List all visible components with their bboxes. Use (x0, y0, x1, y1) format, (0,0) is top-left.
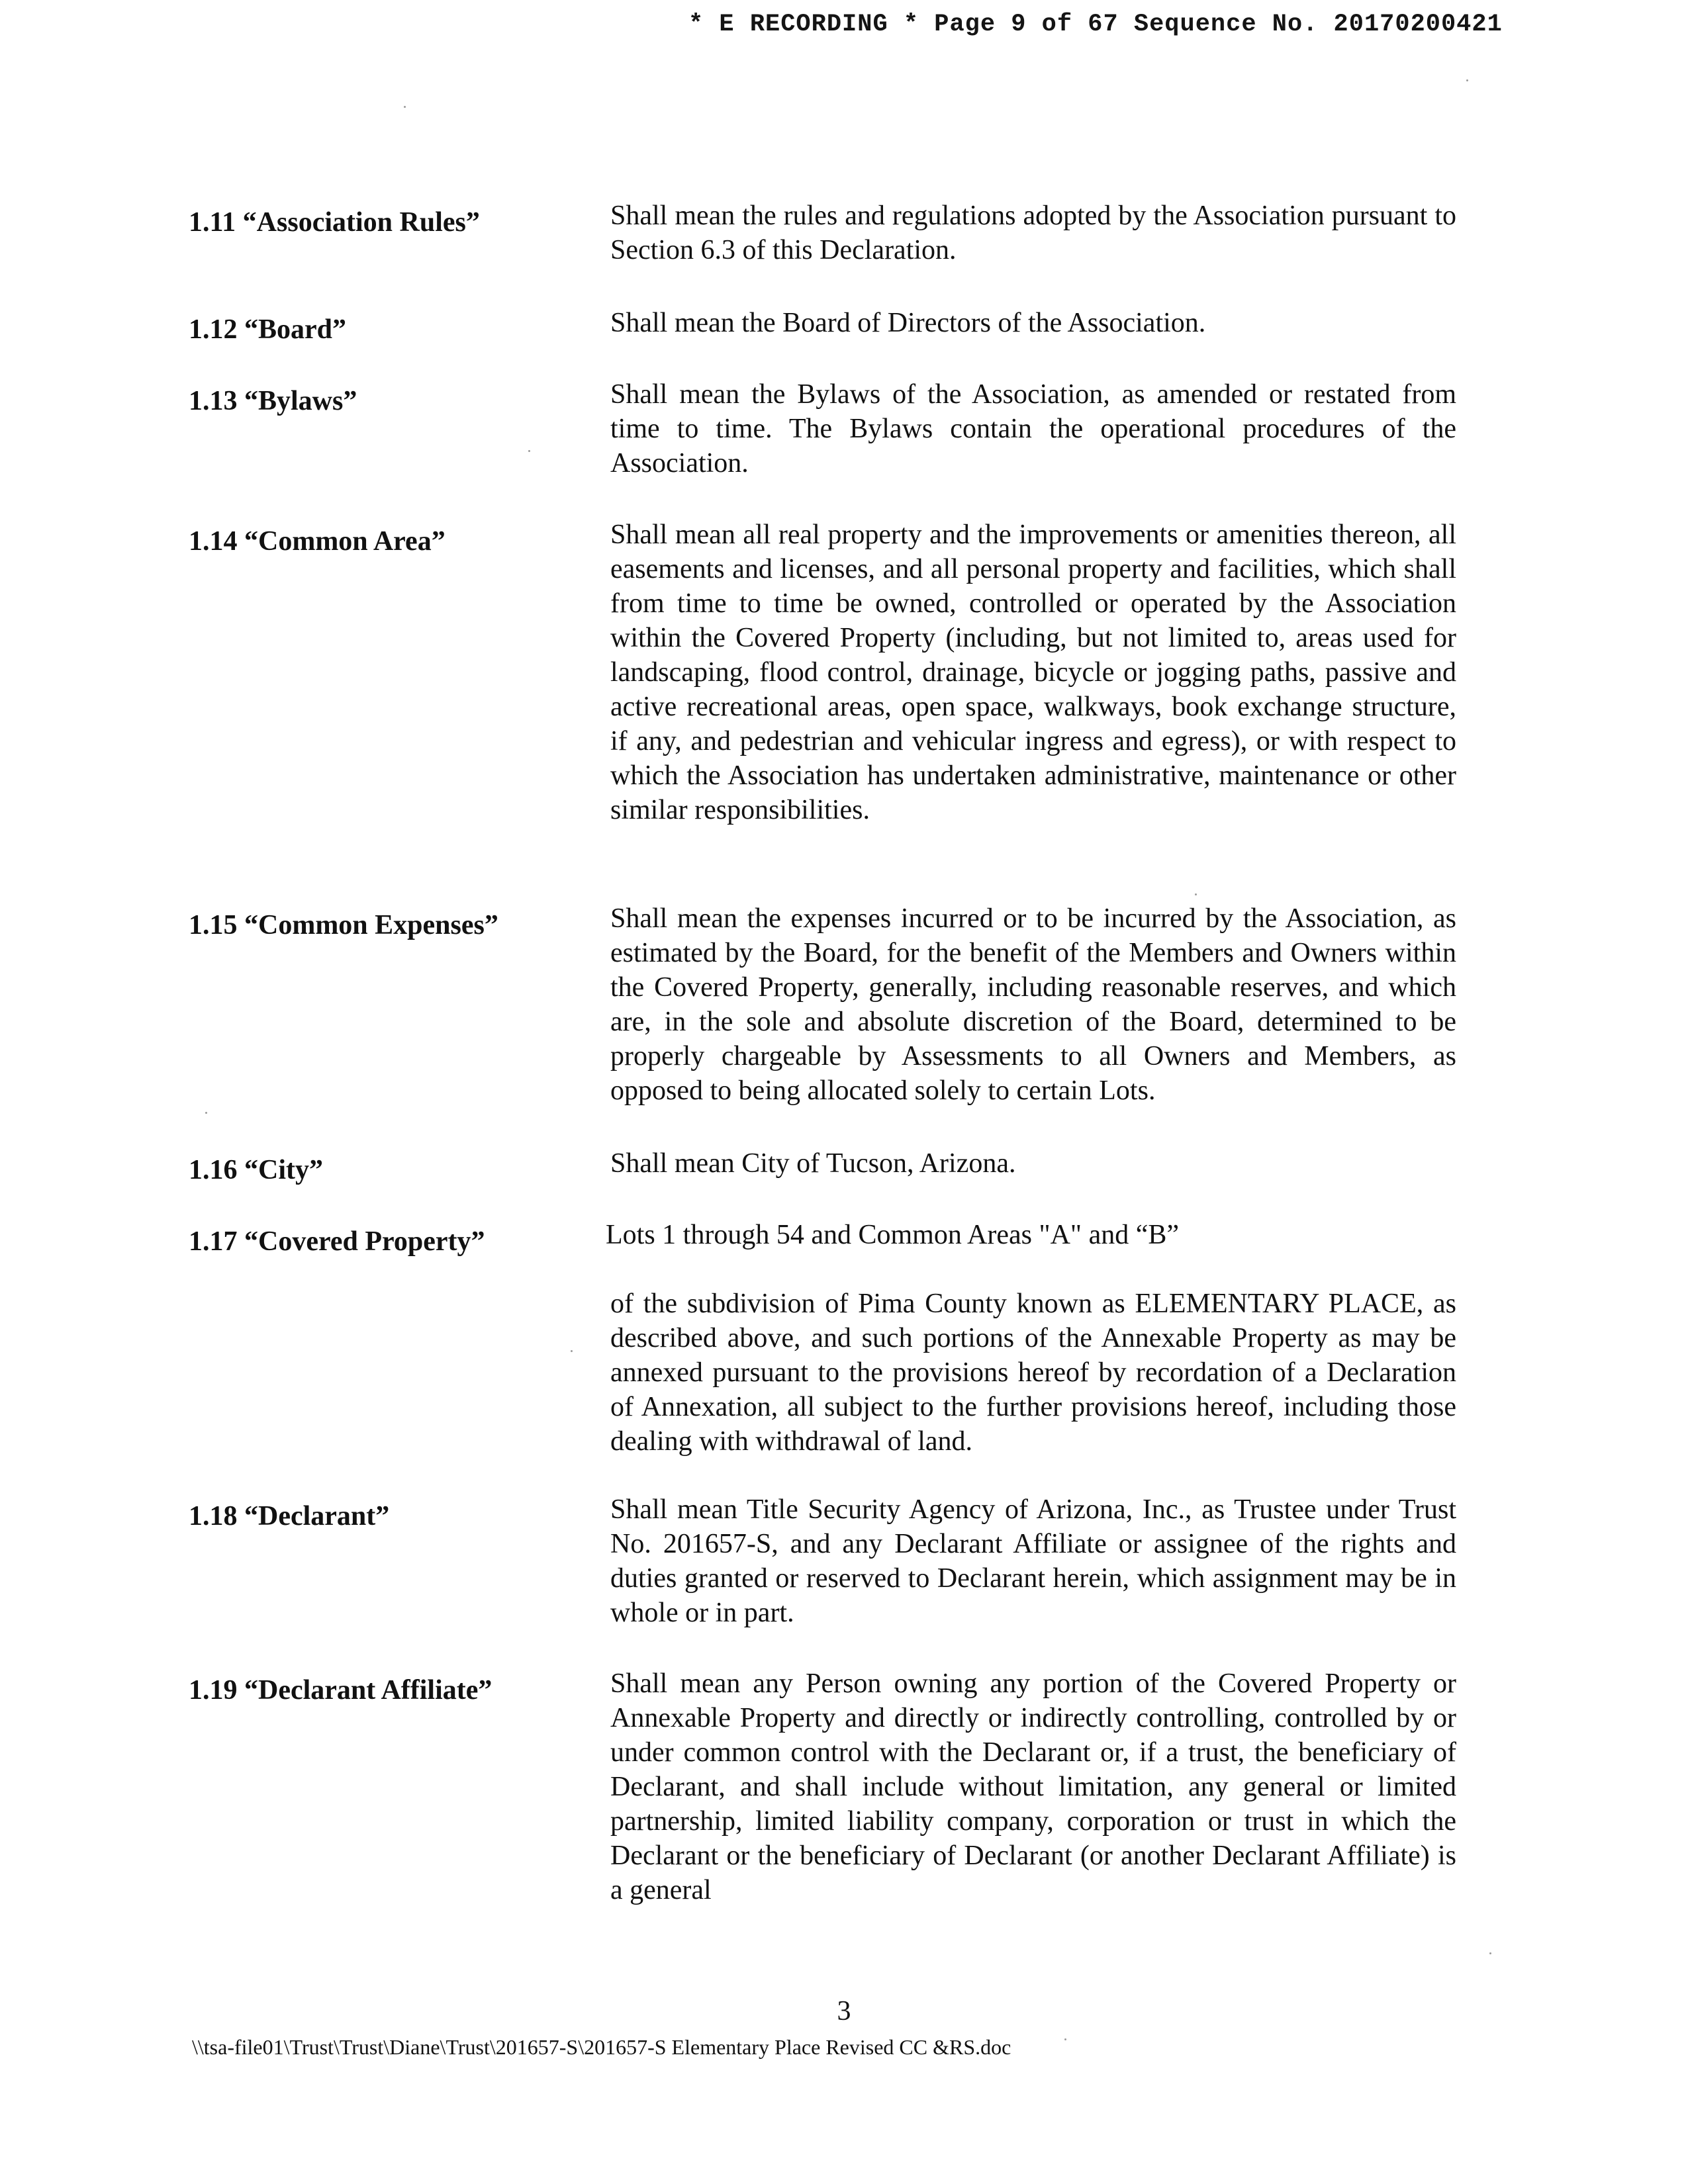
definition-term: 1.11 “Association Rules” (189, 207, 480, 238)
definition-text: Shall mean all real property and the improvements or amenities thereon, all easements and licenses, and all personal property and facilities, which shall from time to time be owned, controlled or operated by the Association within the Covered Property (including, but not limited to, areas used for landscaping, flood control, drainage, bicycle or jogging paths, passive and active recreational areas, open space, walkways, book exchange structure, if any, and pedestrian and vehicular ingress and egress), or with respect to which the Association has undertaken administrative, maintenance or other similar responsibilities. (610, 520, 1456, 825)
scan-speck (1064, 2038, 1066, 2040)
recording-header: * E RECORDING * Page 9 of 67 Sequence No. 20170200421 (688, 11, 1503, 38)
scan-speck (528, 450, 530, 452)
definition-term: 1.15 “Common Expenses” (189, 910, 498, 940)
definition-text: Shall mean the Board of Directors of the Association. (610, 308, 1206, 338)
definition-term: 1.18 “Declarant” (189, 1501, 390, 1531)
scan-speck (404, 106, 406, 108)
page-number: 3 (837, 1996, 851, 2026)
definition-term: 1.19 “Declarant Affiliate” (189, 1675, 492, 1706)
scan-speck (571, 1350, 573, 1352)
definition-text: Lots 1 through 54 and Common Areas "A" and “B” (606, 1220, 1180, 1250)
definition-term: 1.13 “Bylaws” (189, 386, 357, 416)
definition-term: 1.16 “City” (189, 1155, 323, 1185)
definition-term: 1.17 “Covered Property” (189, 1226, 485, 1257)
definition-term: 1.14 “Common Area” (189, 526, 445, 557)
definition-text: Shall mean the Bylaws of the Association, as amended or restated from time to time. The Bylaws contain the operational procedures of the Association. (610, 379, 1456, 478)
scan-speck (1466, 79, 1468, 81)
scan-speck (1489, 1952, 1491, 1954)
file-path: \\tsa-file01\Trust\Trust\Diane\Trust\201657-S\201657-S Elementary Place Revised CC &RS.doc (192, 2035, 1011, 2059)
scan-speck (205, 1112, 207, 1114)
definition-text: Shall mean the expenses incurred or to be incurred by the Association, as estimated by the Board, for the benefit of the Members and Owners within the Covered Property, generally, including reasonable reserves, and which are, in the sole and absolute discretion of the Board, determined to be properly chargeable by Assessments to all Owners and Members, as opposed to being allocated solely to certain Lots. (610, 903, 1456, 1106)
definition-continuation: of the subdivision of Pima County known as ELEMENTARY PLACE, as described above, and such portions of the Annexable Property as may be annexed pursuant to the provisions hereof by recordation of a Declaration of Annexation, all subject to the further provisions hereof, including those dealing with withdrawal of land. (610, 1289, 1456, 1457)
definition-text: Shall mean City of Tucson, Arizona. (610, 1148, 1016, 1179)
definition-text: Shall mean any Person owning any portion of the Covered Property or Annexable Property and directly or indirectly controlling, controlled by or under common control with the Declarant or, if a trust, the beneficiary of Declarant, and shall include without limitation, any general or limited partnership, limited liability company, corporation or trust in which the Declarant or the beneficiary of Declarant (or another Declarant Affiliate) is a general (610, 1668, 1456, 1905)
definition-text: Shall mean Title Security Agency of Arizona, Inc., as Trustee under Trust No. 201657-S, and any Declarant Affiliate or assignee of the rights and duties granted or reserved to Declarant herein, which assignment may be in whole or in part. (610, 1494, 1456, 1628)
definition-text: Shall mean the rules and regulations adopted by the Association pursuant to Section 6.3 of this Declaration. (610, 201, 1456, 265)
scan-speck (1195, 893, 1197, 895)
definition-term: 1.12 “Board” (189, 314, 347, 345)
